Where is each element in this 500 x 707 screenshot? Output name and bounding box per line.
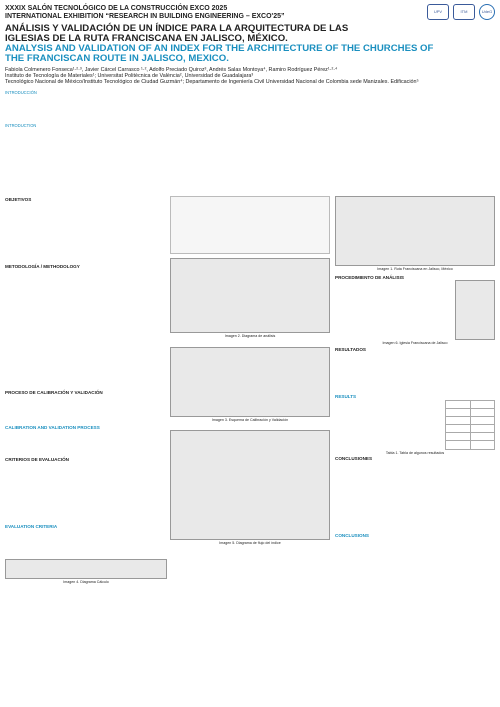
procedimiento-block bbox=[335, 280, 495, 340]
left-column bbox=[5, 196, 167, 585]
resultados-heading: RESULTADOS bbox=[335, 347, 366, 353]
figure-3-caption: Imagen 3. Esquema de Calibración y Validación bbox=[211, 417, 289, 422]
conclusions-heading: CONCLUSIONS bbox=[335, 532, 369, 538]
author-list: Fabiola Colmenero Fonseca¹·²·³, Javier Cárcel Carrasco ¹·², Adolfo Preciado Quiroz³, Andrés Salas Montoya⁴, Ramiro Rodríguez Pérez¹·²·⁴ bbox=[5, 67, 338, 73]
proceso-en-heading: CALIBRATION AND VALIDATION PROCESS bbox=[5, 425, 100, 431]
resultados-text bbox=[335, 353, 495, 393]
results-heading: RESULTS bbox=[335, 393, 357, 399]
proceso-heading: PROCESO DE CALIBRACIÓN Y VALIDACIÓN bbox=[5, 390, 103, 396]
figure-4 bbox=[5, 559, 167, 579]
proceso-en-text bbox=[5, 431, 167, 456]
figure-6-caption: Imagen 6. Iglesia Franciscana de Jalisco bbox=[382, 341, 448, 346]
conclusions-text bbox=[335, 539, 495, 579]
event-line-1: XXXIX SALÓN TECNOLÓGICO DE LA CONSTRUCCIÓN EXCO 2025 bbox=[5, 5, 228, 12]
metodologia-text bbox=[5, 269, 167, 389]
table-1-caption: Tabla 1. Tabla de algunos resultados bbox=[385, 450, 445, 455]
upv-logo: UPV bbox=[427, 4, 449, 20]
procedimiento-text bbox=[335, 280, 452, 340]
table-1 bbox=[445, 400, 495, 450]
proceso-text bbox=[5, 396, 167, 424]
event-line-2: INTERNATIONAL EXHIBITION “RESEARCH IN BUILDING ENGINEERING – EXCO'25” bbox=[5, 13, 285, 20]
figure-5-caption: Imagen 5. Diagrama de flujo del índice bbox=[219, 541, 281, 546]
conclusiones-text bbox=[335, 462, 495, 532]
title-spanish: ANÁLISIS Y VALIDACIÓN DE UN ÍNDICE PARA LA ARQUITECTURA DE LAS IGLESIAS DE LA RUTA FRANCISCANA EN JALISCO, MÉXICO. bbox=[5, 23, 349, 45]
figure-1-map bbox=[335, 196, 495, 266]
figure-5 bbox=[170, 430, 330, 540]
figure-2-caption: Imagen 2. Diagrama de análisis bbox=[224, 334, 276, 338]
authors-block bbox=[5, 67, 495, 86]
criterios-en-heading: EVALUATION CRITERIA bbox=[5, 523, 58, 529]
institution-logos bbox=[427, 4, 495, 20]
itm-logo: ITM bbox=[453, 4, 475, 20]
figure-2 bbox=[170, 258, 330, 333]
metodologia-heading: METODOLOGÍA / METHODOLOGY bbox=[5, 263, 80, 269]
procedimiento-heading: PROCEDIMIENTO DE ANÁLISIS bbox=[335, 274, 404, 280]
figure-4-caption: Imagen 4. Diagrama Cálculo bbox=[63, 580, 109, 585]
title-english: ANALYSIS AND VALIDATION OF AN INDEX FOR THE ARCHITECTURE OF THE CHURCHES OF THE FRANCISCAN ROUTE IN JALISCO, MEXICO. bbox=[5, 43, 434, 65]
event-header bbox=[5, 5, 405, 21]
intro-label: INTRODUCCIÓN bbox=[5, 90, 37, 95]
right-column bbox=[335, 196, 495, 579]
introduction-en bbox=[5, 124, 495, 129]
udg-crest-logo: UdeG bbox=[479, 4, 495, 20]
affiliation-2: Tecnológico Nacional de México/Instituto Tecnológico de Ciudad Guzmán⁴; Departamento de Ingeniería Civil Universidad Nacional de Colombia sede Manizales. Edificación⁵ bbox=[5, 79, 419, 86]
figure-6 bbox=[455, 280, 495, 340]
objetivos-text bbox=[5, 203, 167, 263]
figure-3 bbox=[170, 347, 330, 417]
figure-1-caption: Imagen 1. Ruta Franciscana en Jalisco, México bbox=[377, 267, 453, 271]
criterios-text bbox=[5, 463, 167, 523]
abstract bbox=[5, 91, 495, 96]
objetivos-heading: OBJETIVOS bbox=[5, 197, 32, 202]
objectives-box bbox=[170, 196, 330, 254]
conclusiones-heading: CONCLUSIONES bbox=[335, 456, 373, 462]
affiliation-1: Instituto de Tecnología de Materiales¹; Universitat Politècnica de València², Universidad de Guadalajara³ bbox=[5, 73, 254, 80]
criterios-heading: CRITERIOS DE EVALUACIÓN bbox=[5, 456, 69, 462]
results-text bbox=[335, 400, 442, 450]
middle-column bbox=[170, 196, 330, 546]
intro-en-label: INTRODUCTION bbox=[5, 123, 37, 128]
results-block bbox=[335, 400, 495, 450]
